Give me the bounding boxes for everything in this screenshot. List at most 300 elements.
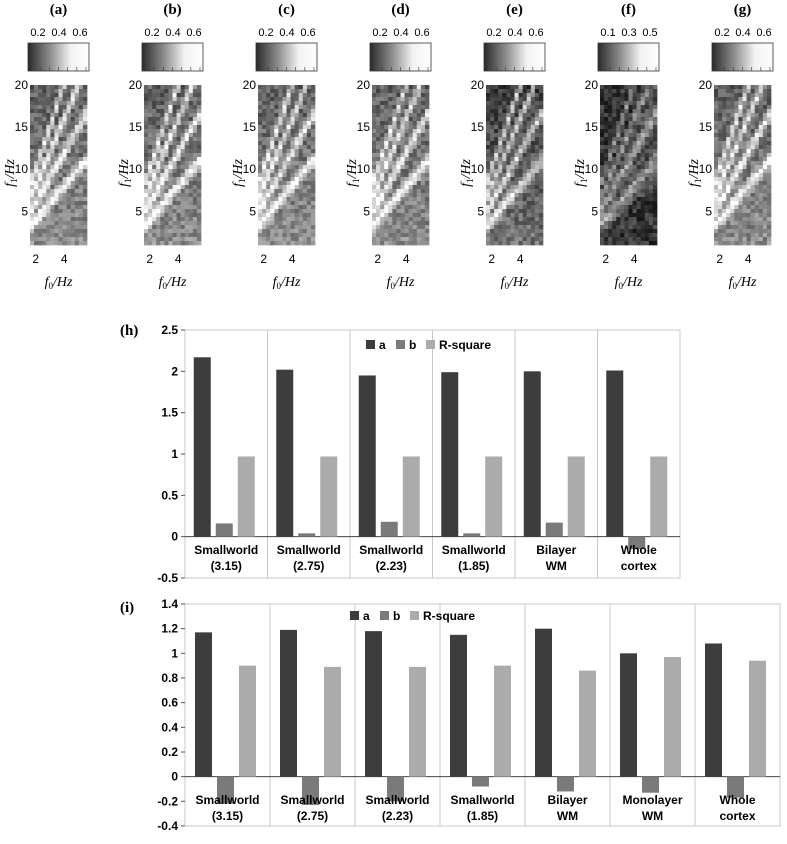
heatmap-cell (185, 153, 189, 157)
heatmap-cell (519, 181, 523, 185)
heatmap-cell (616, 173, 620, 177)
heatmap-cell (515, 97, 519, 101)
heatmap-cell (270, 193, 274, 197)
heatmap-cell (510, 193, 514, 197)
heatmap-cell (67, 145, 71, 149)
heatmap-cell (409, 193, 413, 197)
heatmap-cell (79, 181, 83, 185)
heatmap-cell (291, 137, 295, 141)
heatmap-cell (372, 189, 376, 193)
heatmap-cell (71, 205, 75, 209)
heatmap-cell (409, 225, 413, 229)
heatmap-cell (620, 149, 624, 153)
heatmap-cell (278, 165, 282, 169)
heatmap-cell (417, 157, 421, 161)
heatmap-cell (303, 161, 307, 165)
heatmap-cell (274, 97, 278, 101)
heatmap-cell (164, 229, 168, 233)
heatmap-cell (535, 141, 539, 145)
heatmap-cell (173, 101, 177, 105)
heatmap-cell (197, 221, 201, 225)
category-label: Whole (719, 793, 756, 807)
heatmap-cell (510, 121, 514, 125)
heatmap-cell (388, 157, 392, 161)
heatmap-cell (274, 157, 278, 161)
heatmap-cell (42, 153, 46, 157)
heatmap-cell (747, 113, 751, 117)
heatmap-cell (181, 181, 185, 185)
heatmap-cell (54, 133, 58, 137)
heatmap-cell (396, 165, 400, 169)
heatmap-cell (726, 105, 730, 109)
heatmap-cell (274, 205, 278, 209)
heatmap-cell (278, 197, 282, 201)
heatmap-cell (527, 157, 531, 161)
heatmap-cell (751, 85, 755, 89)
heatmap-cell (168, 137, 172, 141)
heatmap-cell (54, 153, 58, 157)
heatmap-cell (156, 129, 160, 133)
heatmap-cell (502, 233, 506, 237)
heatmap-cell (633, 109, 637, 113)
bar-a (441, 372, 458, 537)
heatmap-cell (738, 185, 742, 189)
heatmap-cell (262, 121, 266, 125)
heatmap-cell (502, 225, 506, 229)
heatmap-cell (173, 137, 177, 141)
heatmap-cell (490, 173, 494, 177)
heatmap-cell (380, 173, 384, 177)
heatmap-cell (624, 117, 628, 121)
heatmap-cell (83, 157, 87, 161)
heatmap-cell (30, 145, 34, 149)
heatmap-cell (75, 177, 79, 181)
heatmap-cell (604, 93, 608, 97)
heatmap-cell (38, 117, 42, 121)
heatmap-cell (384, 169, 388, 173)
heatmap-cell (299, 161, 303, 165)
heatmap-cell (63, 237, 67, 241)
heatmap-cell (50, 137, 54, 141)
heatmap-cell (506, 157, 510, 161)
heatmap-cell (164, 125, 168, 129)
heatmap-cell (50, 101, 54, 105)
heatmap-cell (50, 89, 54, 93)
heatmap-cell (54, 201, 58, 205)
heatmap-cell (295, 217, 299, 221)
y-tick-label: -0.2 (157, 794, 178, 809)
heatmap-cell (718, 237, 722, 241)
heatmap-cell (624, 237, 628, 241)
heatmap-cell (608, 221, 612, 225)
heatmap-cell (421, 161, 425, 165)
heatmap-cell (42, 173, 46, 177)
heatmap-cell (734, 161, 738, 165)
heatmap-cell (303, 221, 307, 225)
heatmap-cell (751, 189, 755, 193)
heatmap-cell (156, 97, 160, 101)
heatmap-cell (295, 225, 299, 229)
heatmap-cell (42, 125, 46, 129)
heatmap-cell (181, 133, 185, 137)
heatmap-cell (539, 97, 543, 101)
y-tick-label: 20 (584, 78, 598, 92)
heatmap-cell (34, 117, 38, 121)
heatmap-cell (405, 113, 409, 117)
bar-rsquare (239, 666, 256, 777)
heatmap-cell (405, 173, 409, 177)
heatmap-cell (156, 237, 160, 241)
heatmap-cell (519, 201, 523, 205)
heatmap-cell (299, 225, 303, 229)
heatmap-cell (30, 189, 34, 193)
heatmap-cell (376, 85, 380, 89)
heatmap-cell (624, 181, 628, 185)
heatmap-cell (755, 173, 759, 177)
heatmap-cell (388, 213, 392, 217)
heatmap-cell (531, 97, 535, 101)
heatmap-cell (641, 201, 645, 205)
heatmap-cell (641, 141, 645, 145)
heatmap-cell (730, 213, 734, 217)
heatmap-cell (388, 113, 392, 117)
heatmap-cell (189, 157, 193, 161)
heatmap-cell (262, 161, 266, 165)
heatmap-cell (307, 101, 311, 105)
heatmap-cell (307, 213, 311, 217)
heatmap-cell (46, 173, 50, 177)
heatmap-cell (751, 113, 755, 117)
heatmap-cell (401, 125, 405, 129)
heatmap-cell (185, 129, 189, 133)
heatmap-cell (303, 105, 307, 109)
heatmap-cell (600, 117, 604, 121)
heatmap-cell (177, 181, 181, 185)
heatmap-cell (527, 141, 531, 145)
heatmap-cell (612, 133, 616, 137)
heatmap-cell (722, 181, 726, 185)
heatmap-cell (278, 173, 282, 177)
heatmap-cell (160, 189, 164, 193)
heatmap-cell (181, 153, 185, 157)
heatmap-cell (67, 133, 71, 137)
heatmap-cell (726, 197, 730, 201)
heatmap-cell (299, 101, 303, 105)
heatmap-cell (307, 129, 311, 133)
heatmap-cell (287, 237, 291, 241)
heatmap-cell (160, 177, 164, 181)
heatmap-cell (767, 241, 771, 245)
heatmap-cell (718, 197, 722, 201)
heatmap-cell (168, 225, 172, 229)
heatmap-cell (392, 209, 396, 213)
heatmap-cell (604, 213, 608, 217)
heatmap-cell (79, 217, 83, 221)
heatmap-cell (258, 89, 262, 93)
heatmap-cell (539, 141, 543, 145)
y-tick-label: 20 (14, 78, 28, 92)
heatmap-cell (502, 117, 506, 121)
bar-rsquare (403, 456, 420, 536)
heatmap-cell (405, 217, 409, 221)
heatmap-cell (531, 133, 535, 137)
heatmap-cell (287, 125, 291, 129)
heatmap-cell (193, 173, 197, 177)
heatmap-cell (535, 169, 539, 173)
heatmap-cell (653, 145, 657, 149)
heatmap-cell (50, 197, 54, 201)
heatmap-cell (59, 241, 63, 245)
heatmap-cell (409, 133, 413, 137)
heatmap-cell (486, 97, 490, 101)
heatmap-cell (396, 237, 400, 241)
heatmap-cell (156, 241, 160, 245)
heatmap-cell (266, 237, 270, 241)
heatmap-cell (392, 121, 396, 125)
heatmap-cell (63, 105, 67, 109)
heatmap-cell (291, 213, 295, 217)
heatmap-cell (291, 113, 295, 117)
heatmap-cell (726, 201, 730, 205)
heatmap-cell (755, 221, 759, 225)
heatmap-cell (645, 113, 649, 117)
heatmap-cell (396, 117, 400, 121)
heatmap-cell (604, 237, 608, 241)
legend-label: R-square (423, 609, 476, 623)
heatmap-cell (54, 105, 58, 109)
heatmap-cell (413, 141, 417, 145)
heatmap-cell (413, 189, 417, 193)
heatmap-cell (63, 193, 67, 197)
heatmap-cell (535, 173, 539, 177)
heatmap-cell (46, 133, 50, 137)
heatmap-cell (714, 205, 718, 209)
heatmap-cell (600, 169, 604, 173)
heatmap-cell (388, 169, 392, 173)
heatmap-cell (79, 109, 83, 113)
heatmap-cell (519, 125, 523, 129)
heatmap-cell (262, 145, 266, 149)
heatmap-cell (612, 213, 616, 217)
heatmap-cell (34, 89, 38, 93)
heatmap-cell (396, 149, 400, 153)
heatmap-cell (653, 169, 657, 173)
heatmap-cell (751, 157, 755, 161)
heatmap-cell (604, 149, 608, 153)
heatmap-cell (506, 141, 510, 145)
heatmap-cell (54, 213, 58, 217)
heatmap-cell (168, 237, 172, 241)
heatmap-cell (539, 237, 543, 241)
heatmap-cell (75, 89, 79, 93)
heatmap-cell (156, 165, 160, 169)
heatmap-cell (734, 177, 738, 181)
heatmap-cell (767, 89, 771, 93)
heatmap-cell (54, 185, 58, 189)
heatmap-cell (755, 201, 759, 205)
heatmap-cell (75, 165, 79, 169)
heatmap-cell (38, 97, 42, 101)
heatmap-cell (384, 201, 388, 205)
heatmap-cell (624, 213, 628, 217)
heatmap-cell (486, 165, 490, 169)
heatmap-cell (282, 221, 286, 225)
heatmap-cell (653, 121, 657, 125)
heatmap-cell (46, 169, 50, 173)
heatmap-cell (311, 225, 315, 229)
heatmap-cell (282, 225, 286, 229)
heatmap-cell (34, 169, 38, 173)
heatmap-cell (262, 117, 266, 121)
heatmap-cell (405, 141, 409, 145)
heatmap-cell (148, 165, 152, 169)
heatmap-cell (490, 189, 494, 193)
heatmap-cell (59, 213, 63, 217)
heatmap-cell (291, 145, 295, 149)
heatmap-cell (160, 197, 164, 201)
heatmap-cell (160, 193, 164, 197)
heatmap-cell (30, 177, 34, 181)
heatmap-cell (278, 181, 282, 185)
heatmap-cell (730, 189, 734, 193)
heatmap-cell (185, 229, 189, 233)
category-label: Smallworld (195, 793, 260, 807)
heatmap-cell (270, 109, 274, 113)
heatmap-cell (376, 241, 380, 245)
heatmap-cell (641, 89, 645, 93)
heatmap-cell (755, 101, 759, 105)
heatmap-cell (624, 161, 628, 165)
heatmap-cell (734, 117, 738, 121)
heatmap-cell (405, 121, 409, 125)
heatmap-cell (30, 213, 34, 217)
heatmap-cell (295, 137, 299, 141)
heatmap-cell (173, 221, 177, 225)
heatmap-cell (177, 125, 181, 129)
heatmap-cell (83, 205, 87, 209)
heatmap-cell (396, 229, 400, 233)
heatmap-cell (718, 109, 722, 113)
heatmap-cell (164, 197, 168, 201)
heatmap-cell (641, 209, 645, 213)
heatmap-cell (270, 229, 274, 233)
heatmap-cell (767, 113, 771, 117)
heatmap-cell (46, 217, 50, 221)
legend-swatch (366, 340, 375, 349)
x-axis-label-unit: /Hz (508, 275, 529, 290)
heatmap-cell (523, 149, 527, 153)
heatmap-cell (266, 125, 270, 129)
heatmap-cell (303, 173, 307, 177)
heatmap-cell (747, 137, 751, 141)
heatmap-cell (278, 213, 282, 217)
heatmap-cell (63, 165, 67, 169)
heatmap-cell (258, 205, 262, 209)
heatmap-cell (523, 153, 527, 157)
heatmap-cell (152, 157, 156, 161)
heatmap-cell (177, 157, 181, 161)
heatmap-cell (144, 137, 148, 141)
bar-a (280, 630, 297, 777)
heatmap-cell (83, 237, 87, 241)
y-tick-label: 5 (249, 204, 256, 219)
heatmap-cell (417, 117, 421, 121)
heatmap-cell (629, 153, 633, 157)
heatmap-cell (506, 241, 510, 245)
heatmap-cell (641, 185, 645, 189)
heatmap-cell (523, 93, 527, 97)
heatmap-cell (738, 137, 742, 141)
heatmap-cell (79, 157, 83, 161)
heatmap-cell (515, 193, 519, 197)
heatmap-cell (413, 133, 417, 137)
heatmap-cell (629, 169, 633, 173)
heatmap-cell (258, 173, 262, 177)
heatmap-cell (79, 125, 83, 129)
heatmap-cell (148, 153, 152, 157)
x-tick-label: 2 (32, 252, 40, 266)
heatmap-cell (421, 113, 425, 117)
heatmap-cell (75, 241, 79, 245)
heatmap-cell (633, 209, 637, 213)
heatmap-cell (718, 105, 722, 109)
heatmap-cell (417, 169, 421, 173)
heatmap-cell (726, 149, 730, 153)
heatmap-cell (376, 233, 380, 237)
heatmap-cell (734, 201, 738, 205)
heatmap-cell (405, 133, 409, 137)
heatmap-cell (535, 181, 539, 185)
heatmap-cell (637, 177, 641, 181)
heatmap-cell (307, 181, 311, 185)
heatmap-panel (3, 2, 89, 291)
heatmap-cell (653, 237, 657, 241)
heatmap-cell (270, 225, 274, 229)
heatmap-cell (144, 173, 148, 177)
heatmap-cell (608, 117, 612, 121)
colorbar (484, 43, 545, 71)
heatmap-cell (494, 97, 498, 101)
heatmap-cell (637, 109, 641, 113)
heatmap-cell (46, 201, 50, 205)
heatmap-cell (50, 213, 54, 217)
bar-b (463, 533, 480, 536)
heatmap-cell (282, 197, 286, 201)
heatmap-cell (83, 233, 87, 237)
heatmap-cell (486, 101, 490, 105)
heatmap-cell (510, 133, 514, 137)
heatmap-cell (600, 145, 604, 149)
heatmap-cell (193, 141, 197, 145)
heatmap-cell (372, 121, 376, 125)
heatmap-cell (67, 165, 71, 169)
heatmap-cell (604, 133, 608, 137)
heatmap-cell (50, 225, 54, 229)
heatmap-cell (177, 241, 181, 245)
heatmap-cell (152, 189, 156, 193)
heatmap-cell (34, 217, 38, 221)
heatmap-cell (173, 205, 177, 209)
heatmap-cell (767, 109, 771, 113)
heatmap-cell (258, 137, 262, 141)
heatmap-cell (425, 149, 429, 153)
x-axis-label-unit: /Hz (394, 275, 415, 290)
heatmap-cell (79, 233, 83, 237)
heatmap-cell (722, 145, 726, 149)
heatmap-cell (767, 141, 771, 145)
heatmap-cell (144, 109, 148, 113)
heatmap-cell (535, 129, 539, 133)
